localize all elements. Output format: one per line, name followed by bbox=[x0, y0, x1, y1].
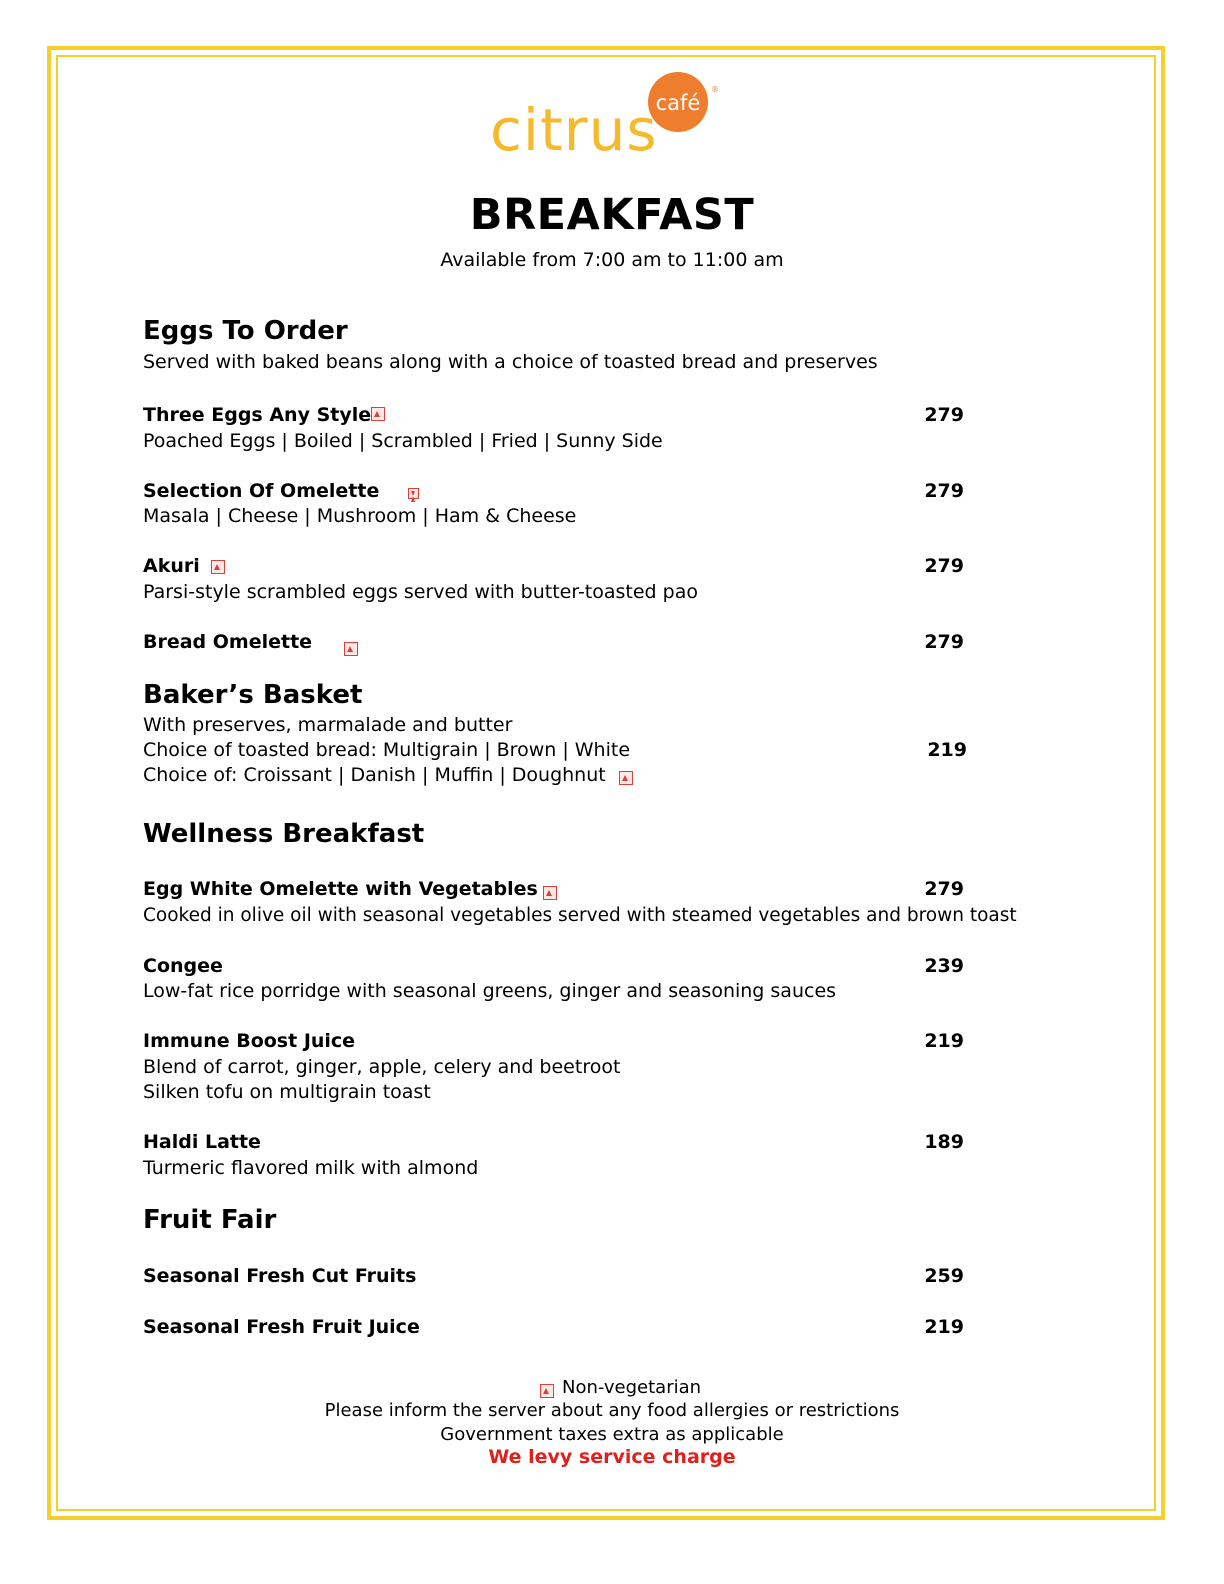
menu-item-desc: Silken tofu on multigrain toast bbox=[143, 1081, 431, 1103]
menu-item-price: 279 bbox=[924, 631, 964, 653]
menu-item-desc: Low-fat rice porridge with seasonal greens, ginger and seasoning sauces bbox=[143, 980, 837, 1002]
menu-item-price: 259 bbox=[924, 1265, 964, 1287]
bakers-line: Choice of toasted bread: Multigrain | Brown | White bbox=[143, 739, 631, 761]
section-title-fruit: Fruit Fair bbox=[143, 1205, 277, 1235]
menu-item-price: 279 bbox=[924, 878, 964, 900]
bakers-line: Choice of: Croissant | Danish | Muffin | Doughnut bbox=[143, 764, 606, 786]
section-title-bakers: Baker’s Basket bbox=[143, 680, 363, 710]
section-title-wellness: Wellness Breakfast bbox=[143, 819, 425, 849]
menu-item-name: Haldi Latte bbox=[143, 1131, 261, 1153]
menu-item-price: 279 bbox=[924, 404, 964, 426]
menu-item-name: Seasonal Fresh Fruit Juice bbox=[143, 1316, 420, 1338]
bakers-line: With preserves, marmalade and butter bbox=[143, 714, 513, 736]
menu-item-price: 219 bbox=[924, 1316, 964, 1338]
menu-item-name: Congee bbox=[143, 955, 223, 977]
page-title: BREAKFAST bbox=[469, 190, 755, 240]
non-veg-icon bbox=[211, 560, 225, 574]
svg-text:®: ® bbox=[711, 85, 719, 94]
menu-item-name: Immune Boost Juice bbox=[143, 1030, 356, 1052]
non-veg-legend-icon bbox=[540, 1384, 554, 1398]
menu-item-price: 189 bbox=[924, 1131, 964, 1153]
tax-note: Government taxes extra as applicable bbox=[440, 1424, 784, 1445]
menu-item-name: Akuri bbox=[143, 555, 200, 577]
non-veg-icon bbox=[619, 771, 633, 785]
logo-badge-text: café bbox=[655, 91, 701, 115]
menu-item-price: 279 bbox=[924, 480, 964, 502]
logo-main-text: citrus bbox=[490, 96, 658, 162]
menu-item-name: Three Eggs Any Style bbox=[143, 404, 372, 426]
menu-item-name: Bread Omelette bbox=[143, 631, 313, 653]
menu-item-desc: Masala | Cheese | Mushroom | Ham & Cheese bbox=[143, 505, 577, 527]
menu-item-desc: Turmeric flavored milk with almond bbox=[143, 1157, 479, 1179]
non-veg-icon bbox=[408, 488, 419, 499]
section-title-eggs: Eggs To Order bbox=[143, 316, 348, 346]
menu-item-desc: Blend of carrot, ginger, apple, celery and beetroot bbox=[143, 1056, 621, 1078]
menu-item-price: 239 bbox=[924, 955, 964, 977]
menu-item-name: Selection Of Omelette bbox=[143, 480, 380, 502]
availability-text: Available from 7:00 am to 11:00 am bbox=[440, 249, 784, 271]
allergy-note: Please inform the server about any food allergies or restrictions bbox=[324, 1400, 900, 1421]
menu-item-price: 219 bbox=[924, 1030, 964, 1052]
menu-item-desc: Parsi-style scrambled eggs served with butter-toasted pao bbox=[143, 581, 698, 603]
citrus-cafe-logo bbox=[488, 72, 724, 162]
menu-item-desc: Cooked in olive oil with seasonal vegetables served with steamed vegetables and brown toast bbox=[143, 905, 1017, 926]
menu-item-desc: Poached Eggs | Boiled | Scrambled | Fried | Sunny Side bbox=[143, 430, 663, 452]
non-veg-icon bbox=[543, 886, 557, 900]
non-veg-legend: Non-vegetarian bbox=[562, 1377, 702, 1398]
menu-item-price: 219 bbox=[927, 739, 967, 761]
menu-item-name: Egg White Omelette with Vegetables bbox=[143, 878, 538, 900]
service-charge-note: We levy service charge bbox=[488, 1446, 736, 1468]
menu-item-price: 279 bbox=[924, 555, 964, 577]
section-desc-eggs: Served with baked beans along with a choice of toasted bread and preserves bbox=[143, 351, 878, 373]
menu-item-name: Seasonal Fresh Cut Fruits bbox=[143, 1265, 417, 1287]
non-veg-icon bbox=[371, 407, 385, 421]
non-veg-icon bbox=[344, 642, 358, 656]
